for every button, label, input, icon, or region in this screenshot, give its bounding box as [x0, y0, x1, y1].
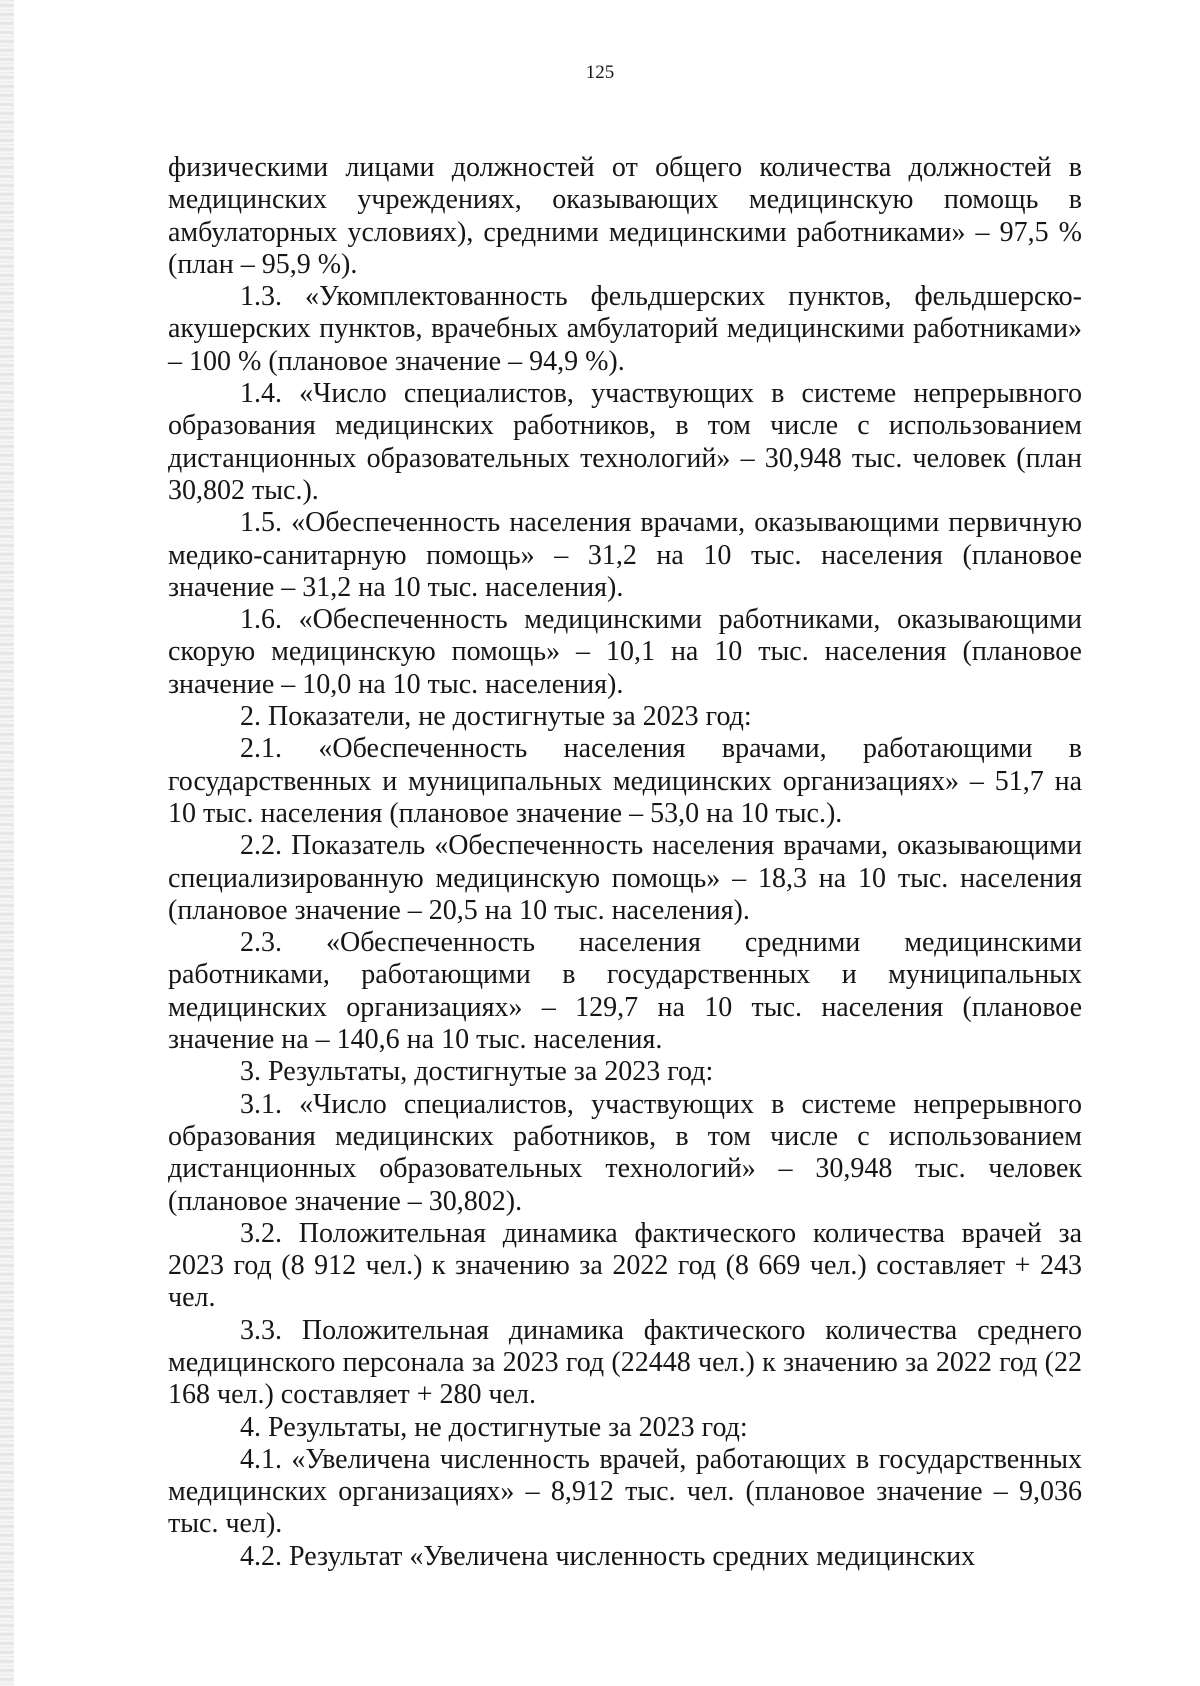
document-body	[168, 152, 1082, 1573]
page-number: 125	[585, 62, 615, 83]
paragraph-3-2: 3.2. Положительная динамика фактического количества врачей за 2023 год (8 912 чел.) к значению за 2022 год (8 669 чел.) составляет + 243 чел.	[168, 1217, 1082, 1314]
section-heading-3: 3. Результаты, достигнутые за 2023 год:	[240, 1056, 714, 1088]
scan-edge-artifact	[0, 0, 14, 1686]
paragraph-4-1: 4.1. «Увеличена численность врачей, работающих в государственных медицинских организациях» – 8,912 тыс. чел. (плановое значение – 9,036 тыс. чел).	[168, 1443, 1082, 1540]
paragraph-2-1: 2.1. «Обеспеченность населения врачами, работающими в государственных и муниципальных медицинских организациях» – 51,7 на 10 тыс. населения (плановое значение – 53,0 на 10 тыс.).	[168, 733, 1082, 829]
paragraph-1-3: 1.3. «Укомплектованность фельдшерских пунктов, фельдшерско-акушерских пунктов, врачебных амбулаторий медицинскими работниками» – 100 % (плановое значение – 94,9 %).	[168, 281, 1082, 377]
paragraph-continuation: физическими лицами должностей от общего количества должностей в медицинских учреждениях, оказывающих медицинскую помощь в амбулаторных условиях), средними медицинскими работниками» – 97,5 % (план – 95,9 %).	[168, 152, 1082, 280]
paragraph-1-6: 1.6. «Обеспеченность медицинскими работниками, оказывающими скорую медицинскую помощь» – 10,1 на 10 тыс. населения (плановое значение – 10,0 на 10 тыс. населения).	[168, 604, 1082, 700]
paragraph-1-4: 1.4. «Число специалистов, участвующих в системе непрерывного образования медицинских работников, в том числе с использованием дистанционных образовательных технологий» – 30,948 тыс. человек (план 30,802 тыс.).	[168, 378, 1082, 506]
paragraph-2-2: 2.2. Показатель «Обеспеченность населения врачами, оказывающими специализированную медицинскую помощь» – 18,3 на 10 тыс. населения (плановое значение – 20,5 на 10 тыс. населения).	[168, 830, 1082, 926]
paragraph-1-5: 1.5. «Обеспеченность населения врачами, оказывающими первичную медико-санитарную помощь» – 31,2 на 10 тыс. населения (плановое значение – 31,2 на 10 тыс. населения).	[168, 507, 1082, 603]
section-heading-2: 2. Показатели, не достигнутые за 2023 год:	[240, 701, 752, 733]
paragraph-3-3: 3.3. Положительная динамика фактического количества среднего медицинского персонала за 2023 год (22448 чел.) к значению за 2022 год (22 168 чел.) составляет + 280 чел.	[168, 1314, 1082, 1411]
paragraph-2-3: 2.3. «Обеспеченность населения средними медицинскими работниками, работающими в государственных и муниципальных медицинских организациях» – 129,7 на 10 тыс. населения (плановое значение на – 140,6 на 10 тыс. населения.	[168, 927, 1082, 1056]
section-heading-4: 4. Результаты, не достигнутые за 2023 год:	[240, 1411, 748, 1443]
paragraph-3-1: 3.1. «Число специалистов, участвующих в системе непрерывного образования медицинских работников, в том числе с использованием дистанционных образовательных технологий» – 30,948 тыс. человек (плановое значение – 30,802).	[168, 1088, 1082, 1217]
paragraph-4-2: 4.2. Результат «Увеличена численность средних медицинских	[240, 1540, 976, 1572]
